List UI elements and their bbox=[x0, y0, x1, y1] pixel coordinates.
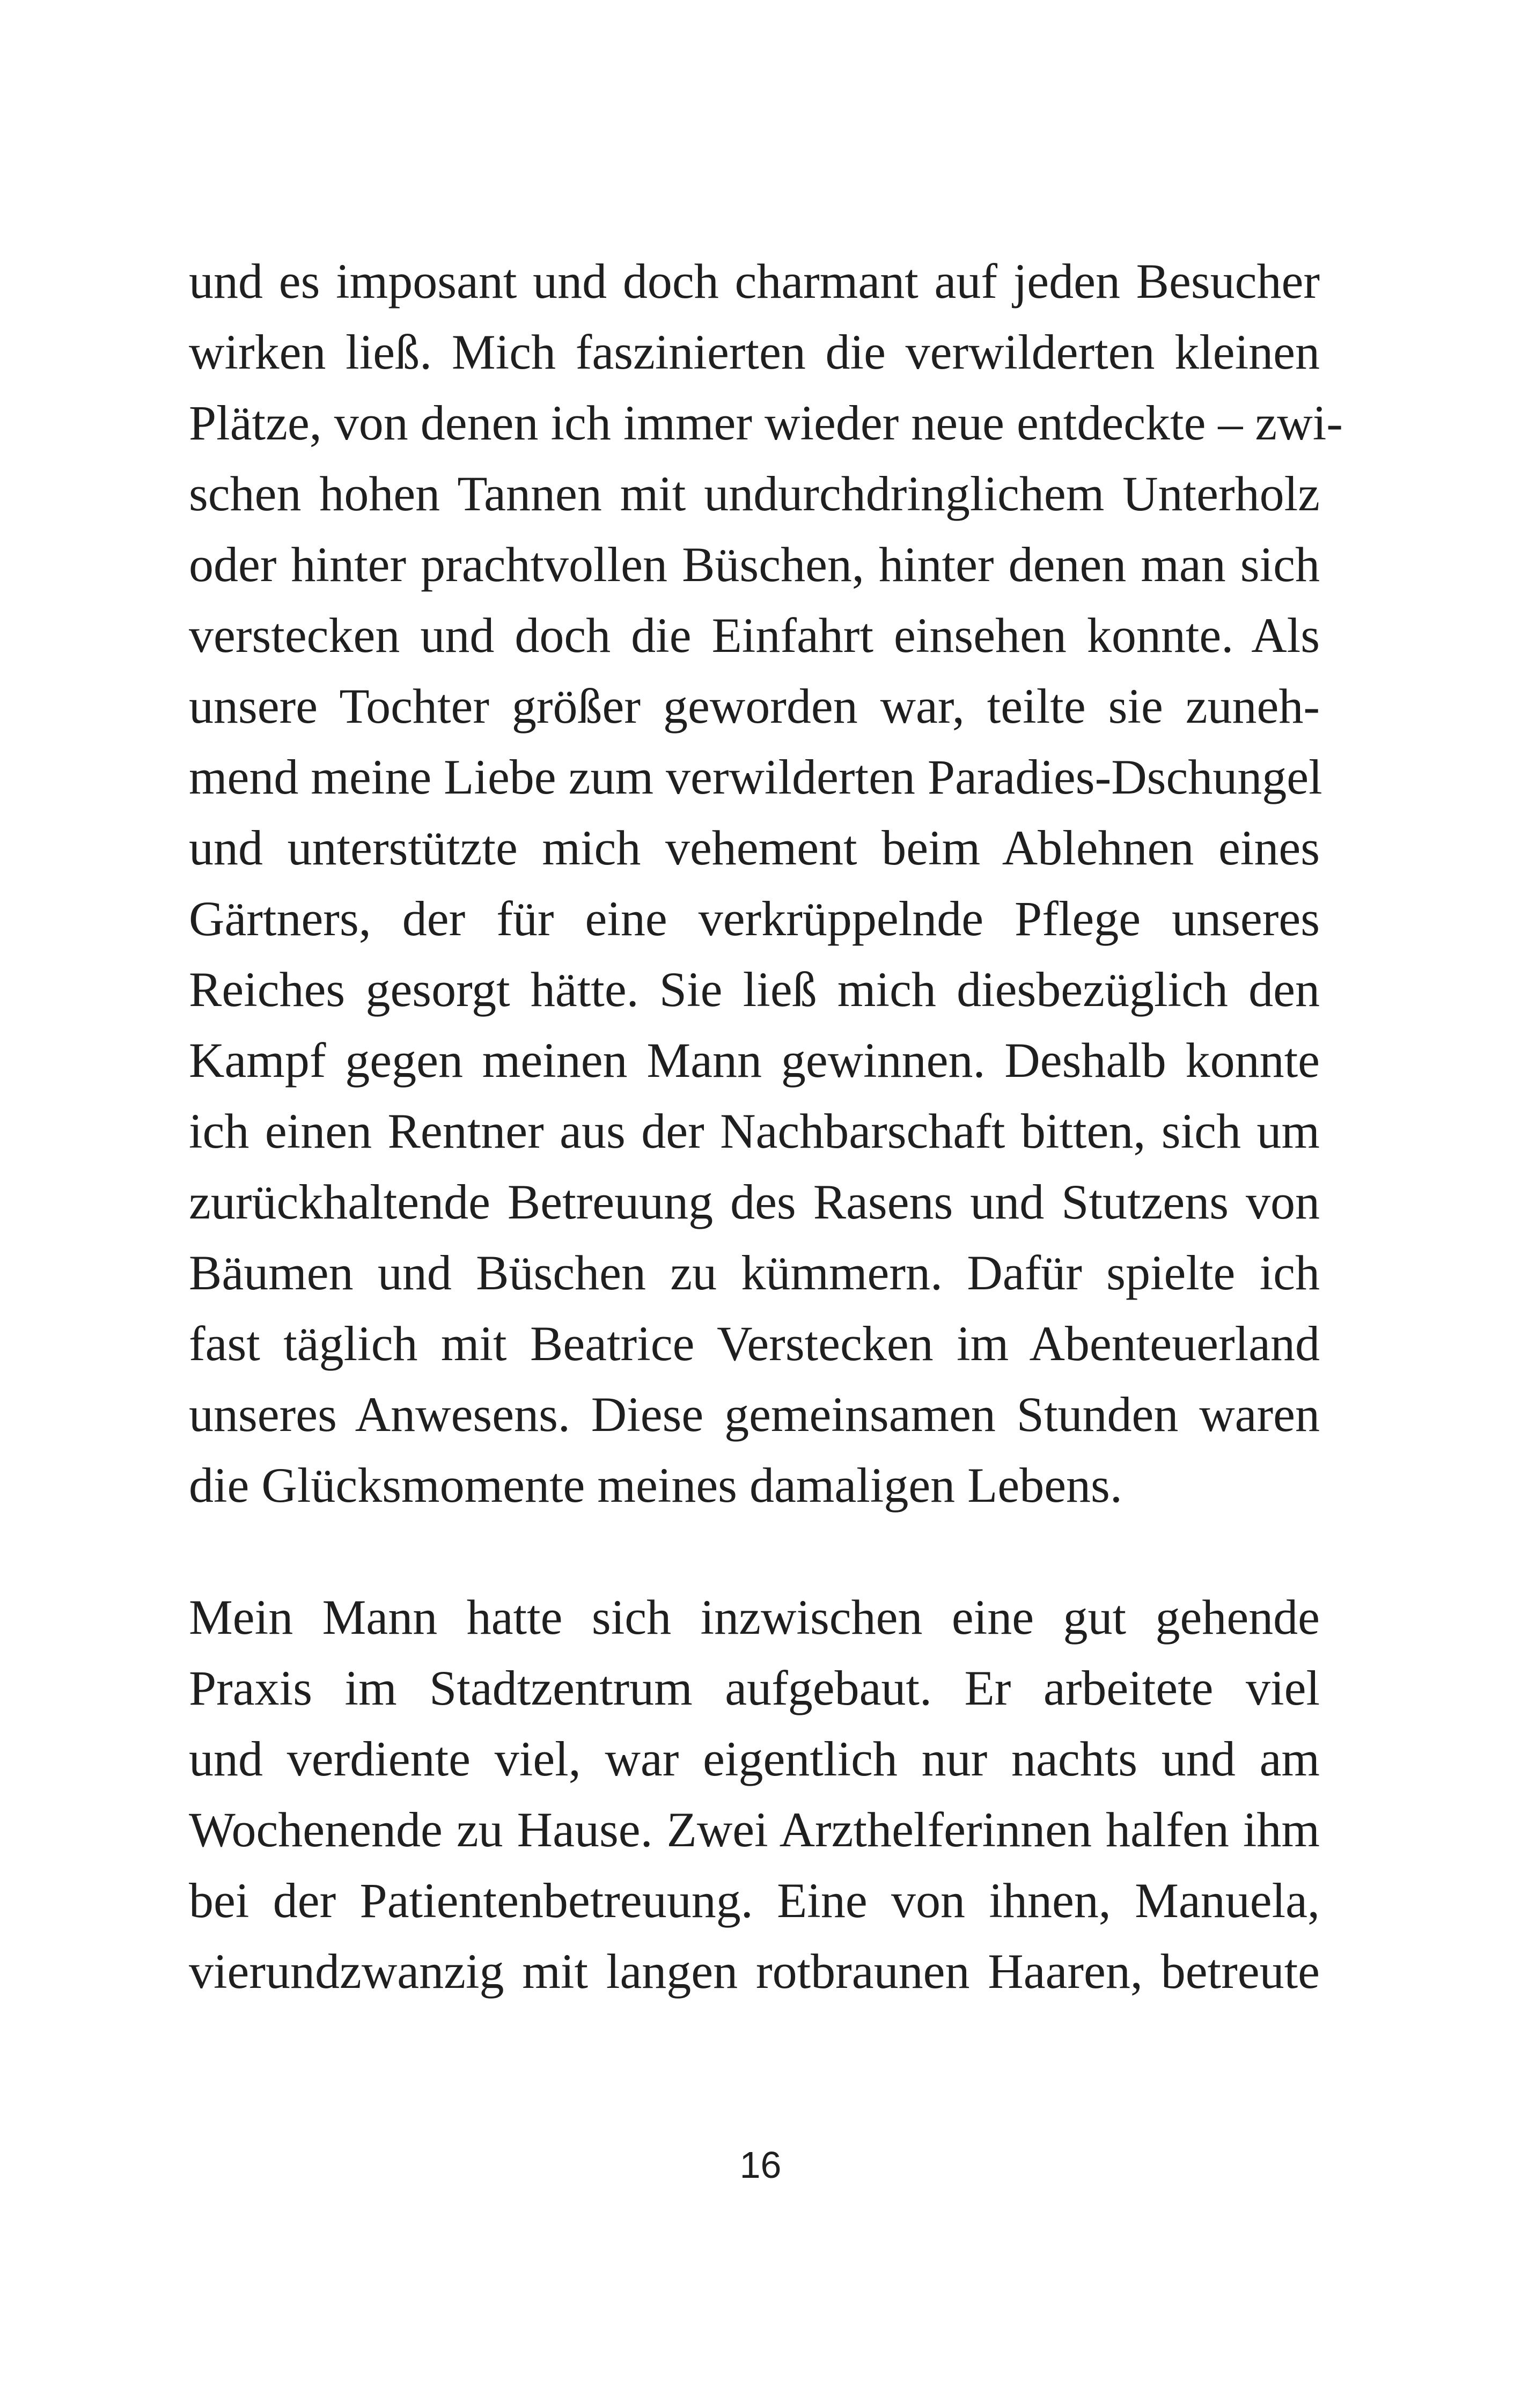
text-line: Kampf gegen meinen Mann gewinnen. Deshalb konnte bbox=[189, 1033, 1320, 1088]
text-line: ich einen Rentner aus der Nachbarschaft bitten, sich um bbox=[189, 1104, 1320, 1158]
text-line: unseres Anwesens. Diese gemeinsamen Stunden waren bbox=[189, 1387, 1320, 1442]
text-line: Reiches gesorgt hätte. Sie ließ mich diesbezüglich den bbox=[189, 962, 1320, 1017]
text-line: vierundzwanzig mit langen rotbraunen Haaren, betreute bbox=[189, 1944, 1320, 1999]
text-line: fast täglich mit Beatrice Verstecken im Abenteuerland bbox=[189, 1316, 1320, 1371]
text-line: Gärtners, der für eine verkrüppelnde Pflege unseres bbox=[189, 891, 1320, 946]
text-line: verstecken und doch die Einfahrt einsehen konnte. Als bbox=[189, 608, 1320, 663]
paragraph-1 bbox=[189, 246, 1343, 1521]
text-line: und es imposant und doch charmant auf jeden Besucher bbox=[189, 254, 1320, 309]
text-line: mend meine Liebe zum verwilderten Paradies-Dschungel bbox=[189, 750, 1322, 804]
page-number: 16 bbox=[739, 2144, 782, 2186]
text-line: unsere Tochter größer geworden war, teilte sie zuneh- bbox=[189, 679, 1320, 733]
text-line: Mein Mann hatte sich inzwischen eine gut gehende bbox=[189, 1590, 1320, 1645]
text-line: oder hinter prachtvollen Büschen, hinter denen man sich bbox=[189, 537, 1320, 592]
text-line: und unterstützte mich vehement beim Ablehnen eines bbox=[189, 820, 1320, 875]
text-line: wirken ließ. Mich faszinierten die verwilderten kleinen bbox=[189, 325, 1320, 379]
text-line: Plätze, von denen ich immer wieder neue entdeckte – zwi- bbox=[189, 395, 1343, 450]
paragraph-2 bbox=[189, 1582, 1320, 2007]
text-line: bei der Patientenbetreuung. Eine von ihnen, Manuela, bbox=[189, 1873, 1320, 1928]
text-line: Wochenende zu Hause. Zwei Arzthelferinnen halfen ihm bbox=[189, 1802, 1320, 1857]
text-line: zurückhaltende Betreuung des Rasens und Stutzens von bbox=[189, 1174, 1320, 1229]
text-line: und verdiente viel, war eigentlich nur nachts und am bbox=[189, 1731, 1320, 1786]
text-line: schen hohen Tannen mit undurchdringlichem Unterholz bbox=[189, 466, 1320, 521]
text-line: Bäumen und Büschen zu kümmern. Dafür spielte ich bbox=[189, 1245, 1320, 1300]
text-line: Praxis im Stadtzentrum aufgebaut. Er arbeitete viel bbox=[189, 1661, 1320, 1715]
text-line: die Glücksmomente meines damaligen Lebens. bbox=[189, 1458, 1122, 1513]
